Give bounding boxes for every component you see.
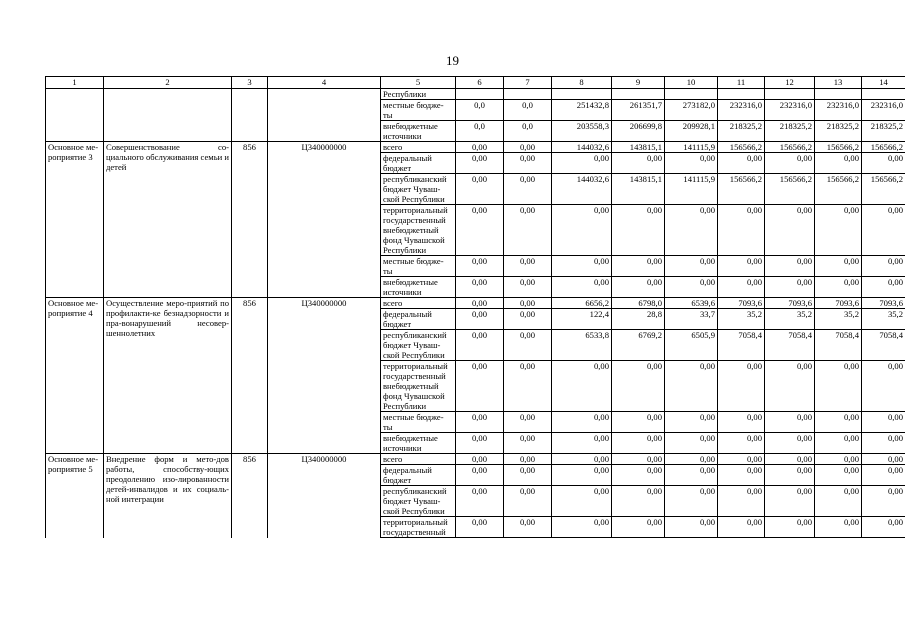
table-row [46, 142, 905, 153]
value-cell: 7058,4 [765, 330, 815, 361]
value-cell: 0,00 [718, 153, 765, 174]
value-cell: 0,00 [665, 205, 718, 256]
empty-cell [104, 89, 232, 142]
value-cell: 206699,8 [612, 121, 665, 142]
value-cell: 0,00 [456, 486, 504, 517]
target-article-code: Ц340000000 [268, 142, 381, 298]
value-cell: 218325,2 [815, 121, 862, 142]
activity-name: Основное ме-роприятие 4 [46, 298, 104, 454]
table-row [46, 298, 905, 309]
value-cell: 0,0 [504, 100, 552, 121]
column-number: 14 [862, 77, 905, 89]
value-cell: 0,00 [456, 256, 504, 277]
value-cell: 0,00 [765, 256, 815, 277]
value-cell [815, 89, 862, 100]
activity-name: Основное ме-роприятие 3 [46, 142, 104, 298]
value-cell: 0,00 [862, 361, 905, 412]
value-cell: 0,00 [665, 454, 718, 465]
funding-source-label: территориальный государственный внебюджетный фонд Чувашской Республики [381, 361, 456, 412]
value-cell: 0,00 [862, 412, 905, 433]
value-cell: 0,00 [862, 433, 905, 454]
value-cell: 0,00 [665, 412, 718, 433]
value-cell: 203558,3 [552, 121, 612, 142]
value-cell: 156566,2 [718, 142, 765, 153]
value-cell: 156566,2 [862, 174, 905, 205]
value-cell: 218325,2 [765, 121, 815, 142]
value-cell: 0,00 [765, 486, 815, 517]
funding-source-label: внебюджетные источники [381, 277, 456, 298]
value-cell: 273182,0 [665, 100, 718, 121]
funding-source-label: внебюджетные источники [381, 121, 456, 142]
value-cell: 0,00 [504, 433, 552, 454]
value-cell: 0,00 [504, 454, 552, 465]
value-cell: 0,00 [504, 174, 552, 205]
funding-source-label: республиканский бюджет Чуваш-ской Республики [381, 174, 456, 205]
value-cell: 0,00 [456, 298, 504, 309]
value-cell: 0,00 [504, 298, 552, 309]
value-cell: 0,00 [456, 205, 504, 256]
activity-description: Внедрение форм и мето-дов работы, способству-ющих преодолению изо-лированности детей-инвалидов и их социаль-ной интеграции [104, 454, 232, 538]
value-cell: 0,00 [765, 412, 815, 433]
value-cell: 0,00 [456, 330, 504, 361]
column-number: 6 [456, 77, 504, 89]
value-cell: 0,00 [862, 205, 905, 256]
value-cell: 0,00 [665, 153, 718, 174]
value-cell [504, 89, 552, 100]
value-cell: 0,00 [552, 256, 612, 277]
value-cell: 218325,2 [862, 121, 905, 142]
value-cell: 0,00 [456, 309, 504, 330]
budget-table [45, 76, 905, 538]
value-cell: 6505,9 [665, 330, 718, 361]
value-cell: 0,00 [612, 412, 665, 433]
value-cell: 0,00 [718, 205, 765, 256]
funding-source-label: местные бюдже-ты [381, 412, 456, 433]
funding-source-label: всего [381, 142, 456, 153]
value-cell: 35,2 [862, 309, 905, 330]
value-cell: 232316,0 [765, 100, 815, 121]
value-cell: 0,00 [504, 330, 552, 361]
value-cell: 0,00 [456, 174, 504, 205]
value-cell: 232316,0 [862, 100, 905, 121]
target-article-code: Ц340000000 [268, 298, 381, 454]
value-cell: 0,00 [718, 361, 765, 412]
value-cell: 0,00 [552, 153, 612, 174]
value-cell: 0,00 [665, 517, 718, 538]
funding-source-label: местные бюдже-ты [381, 256, 456, 277]
value-cell: 0,00 [504, 412, 552, 433]
value-cell: 0,00 [552, 412, 612, 433]
value-cell: 0,00 [665, 256, 718, 277]
value-cell: 0,00 [612, 454, 665, 465]
value-cell: 0,00 [815, 433, 862, 454]
funding-source-label: всего [381, 454, 456, 465]
value-cell: 0,00 [665, 433, 718, 454]
column-number: 11 [718, 77, 765, 89]
value-cell: 0,00 [815, 205, 862, 256]
value-cell: 0,00 [552, 277, 612, 298]
column-number: 10 [665, 77, 718, 89]
value-cell: 0,00 [504, 309, 552, 330]
value-cell: 0,00 [456, 454, 504, 465]
value-cell: 35,2 [765, 309, 815, 330]
value-cell: 0,00 [718, 412, 765, 433]
column-number: 3 [232, 77, 268, 89]
column-number: 9 [612, 77, 665, 89]
funding-source-label: федеральный бюджет [381, 153, 456, 174]
value-cell: 0,00 [504, 205, 552, 256]
value-cell: 0,00 [612, 361, 665, 412]
funding-source-label: всего [381, 298, 456, 309]
value-cell: 33,7 [665, 309, 718, 330]
funding-source-label: Республики [381, 89, 456, 100]
value-cell: 0,00 [815, 256, 862, 277]
value-cell: 0,00 [612, 486, 665, 517]
column-number: 1 [46, 77, 104, 89]
column-number: 5 [381, 77, 456, 89]
value-cell: 0,00 [504, 277, 552, 298]
value-cell: 141115,9 [665, 142, 718, 153]
table-row [46, 89, 905, 100]
funding-source-label: федеральный бюджет [381, 465, 456, 486]
value-cell: 0,00 [765, 153, 815, 174]
value-cell: 122,4 [552, 309, 612, 330]
value-cell: 232316,0 [815, 100, 862, 121]
value-cell: 0,00 [665, 465, 718, 486]
value-cell: 0,00 [718, 486, 765, 517]
value-cell: 0,00 [815, 454, 862, 465]
value-cell: 0,00 [456, 412, 504, 433]
value-cell: 143815,1 [612, 174, 665, 205]
value-cell: 0,00 [815, 517, 862, 538]
value-cell: 0,00 [612, 205, 665, 256]
value-cell [612, 89, 665, 100]
value-cell: 0,00 [765, 361, 815, 412]
value-cell: 0,00 [612, 433, 665, 454]
value-cell: 0,00 [815, 277, 862, 298]
value-cell: 0,00 [862, 454, 905, 465]
value-cell: 0,00 [612, 153, 665, 174]
value-cell: 156566,2 [765, 142, 815, 153]
budget-code: 856 [232, 454, 268, 538]
value-cell: 0,00 [765, 205, 815, 256]
column-number: 2 [104, 77, 232, 89]
value-cell: 0,00 [456, 277, 504, 298]
value-cell: 0,00 [612, 256, 665, 277]
value-cell: 0,00 [815, 153, 862, 174]
value-cell: 0,00 [862, 486, 905, 517]
column-number: 8 [552, 77, 612, 89]
value-cell: 251432,8 [552, 100, 612, 121]
value-cell: 156566,2 [718, 174, 765, 205]
funding-source-label: территориальный государственный [381, 517, 456, 538]
funding-source-label: местные бюдже-ты [381, 100, 456, 121]
funding-source-label: внебюджетные источники [381, 433, 456, 454]
value-cell: 0,00 [612, 277, 665, 298]
value-cell: 0,00 [552, 454, 612, 465]
value-cell: 0,00 [862, 256, 905, 277]
value-cell: 0,00 [765, 277, 815, 298]
value-cell: 6533,8 [552, 330, 612, 361]
value-cell: 0,00 [504, 465, 552, 486]
value-cell: 0,00 [612, 517, 665, 538]
value-cell: 0,00 [815, 412, 862, 433]
column-number-row [46, 77, 905, 89]
value-cell: 0,00 [456, 433, 504, 454]
value-cell: 0,00 [862, 465, 905, 486]
value-cell: 7058,4 [718, 330, 765, 361]
value-cell: 0,00 [552, 433, 612, 454]
value-cell: 232316,0 [718, 100, 765, 121]
value-cell: 0,00 [456, 517, 504, 538]
value-cell: 0,00 [552, 205, 612, 256]
value-cell: 0,0 [456, 100, 504, 121]
value-cell: 0,00 [456, 142, 504, 153]
value-cell: 0,00 [862, 277, 905, 298]
value-cell: 0,00 [765, 433, 815, 454]
value-cell: 0,00 [552, 465, 612, 486]
value-cell: 7093,6 [718, 298, 765, 309]
value-cell: 156566,2 [815, 142, 862, 153]
value-cell: 156566,2 [862, 142, 905, 153]
value-cell: 156566,2 [765, 174, 815, 205]
value-cell: 0,00 [815, 465, 862, 486]
value-cell [665, 89, 718, 100]
value-cell: 6798,0 [612, 298, 665, 309]
value-cell: 0,00 [665, 277, 718, 298]
value-cell: 144032,6 [552, 142, 612, 153]
value-cell: 0,00 [718, 454, 765, 465]
value-cell: 0,00 [504, 486, 552, 517]
target-article-code: Ц340000000 [268, 454, 381, 538]
value-cell: 261351,7 [612, 100, 665, 121]
value-cell: 35,2 [815, 309, 862, 330]
column-number: 4 [268, 77, 381, 89]
value-cell: 0,00 [504, 153, 552, 174]
funding-source-label: федеральный бюджет [381, 309, 456, 330]
value-cell: 156566,2 [815, 174, 862, 205]
value-cell: 0,00 [815, 486, 862, 517]
value-cell: 0,00 [665, 361, 718, 412]
value-cell: 0,00 [765, 517, 815, 538]
value-cell: 0,00 [504, 142, 552, 153]
value-cell: 6539,6 [665, 298, 718, 309]
value-cell: 0,00 [552, 361, 612, 412]
value-cell: 0,00 [765, 454, 815, 465]
value-cell: 0,00 [718, 433, 765, 454]
value-cell: 141115,9 [665, 174, 718, 205]
column-number: 13 [815, 77, 862, 89]
value-cell: 0,00 [504, 517, 552, 538]
empty-cell [232, 89, 268, 142]
funding-source-label: территориальный государственный внебюджетный фонд Чувашской Республики [381, 205, 456, 256]
value-cell: 0,00 [456, 465, 504, 486]
page-number: 19 [446, 53, 459, 68]
value-cell: 0,0 [456, 121, 504, 142]
value-cell: 0,00 [504, 256, 552, 277]
value-cell: 6656,2 [552, 298, 612, 309]
value-cell: 0,00 [456, 153, 504, 174]
activity-description: Осуществление меро-приятий по профилакти-ке безнадзорности и пра-вонарушений несовер-шеннолетних [104, 298, 232, 454]
value-cell: 0,00 [552, 486, 612, 517]
value-cell: 218325,2 [718, 121, 765, 142]
value-cell: 0,00 [718, 517, 765, 538]
funding-source-label: республиканский бюджет Чуваш-ской Республики [381, 486, 456, 517]
value-cell: 0,00 [718, 277, 765, 298]
value-cell: 0,00 [612, 465, 665, 486]
value-cell: 35,2 [718, 309, 765, 330]
value-cell: 0,00 [504, 361, 552, 412]
value-cell [552, 89, 612, 100]
value-cell: 0,00 [718, 256, 765, 277]
value-cell [765, 89, 815, 100]
value-cell [456, 89, 504, 100]
budget-code: 856 [232, 142, 268, 298]
value-cell: 0,00 [815, 361, 862, 412]
table-row [46, 454, 905, 465]
column-number: 7 [504, 77, 552, 89]
value-cell: 7058,4 [862, 330, 905, 361]
funding-source-label: республиканский бюджет Чуваш-ской Республики [381, 330, 456, 361]
activity-description: Совершенствование со-циального обслуживания семьи и детей [104, 142, 232, 298]
activity-name: Основное ме-роприятие 5 [46, 454, 104, 538]
value-cell: 0,00 [765, 465, 815, 486]
value-cell: 0,00 [718, 465, 765, 486]
value-cell: 0,00 [665, 486, 718, 517]
value-cell: 28,8 [612, 309, 665, 330]
value-cell: 6769,2 [612, 330, 665, 361]
value-cell: 7093,6 [815, 298, 862, 309]
value-cell: 7058,4 [815, 330, 862, 361]
value-cell [862, 89, 905, 100]
value-cell: 7093,6 [862, 298, 905, 309]
empty-cell [46, 89, 104, 142]
value-cell: 0,00 [862, 153, 905, 174]
budget-code: 856 [232, 298, 268, 454]
column-number: 12 [765, 77, 815, 89]
value-cell: 209928,1 [665, 121, 718, 142]
value-cell [718, 89, 765, 100]
value-cell: 144032,6 [552, 174, 612, 205]
value-cell: 0,00 [456, 361, 504, 412]
value-cell: 0,0 [504, 121, 552, 142]
value-cell: 0,00 [552, 517, 612, 538]
value-cell: 7093,6 [765, 298, 815, 309]
empty-cell [268, 89, 381, 142]
value-cell: 143815,1 [612, 142, 665, 153]
value-cell: 0,00 [862, 517, 905, 538]
